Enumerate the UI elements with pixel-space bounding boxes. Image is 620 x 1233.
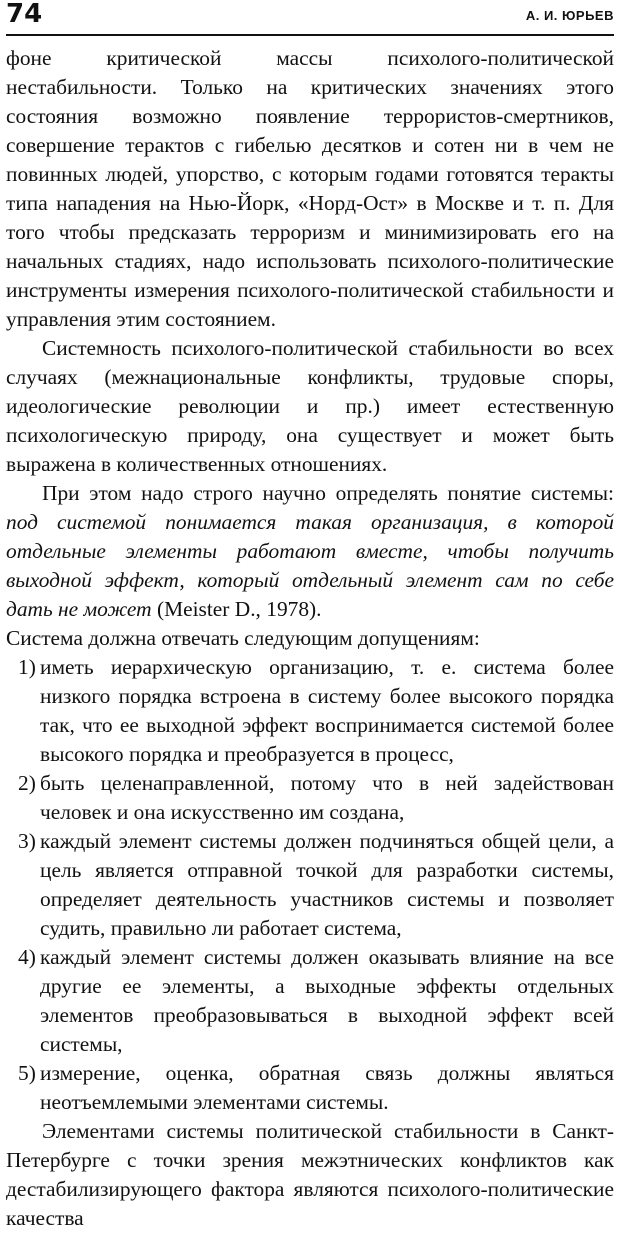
list-item — [6, 943, 614, 1059]
list-item-number: 4) — [18, 945, 36, 969]
list-item — [6, 827, 614, 943]
running-head-author: А. И. ЮРЬЕВ — [525, 8, 614, 23]
list-item-number: 1) — [18, 655, 36, 679]
definition-citation: (Meister D., 1978). — [151, 597, 322, 621]
list-item-text: иметь иерархическую организацию, т. е. система более низкого порядка встроена в систему более высокого порядка так, что ее выходной эффект воспринимается системой более высокого порядка и преобразуется в процесс, — [40, 655, 614, 766]
list-item-number: 5) — [18, 1061, 36, 1085]
list-item-text: измерение, оценка, обратная связь должны являться неотъемлемыми элементами системы. — [40, 1061, 614, 1114]
list-item-text: каждый элемент системы должен подчиняться общей цели, а цель является отправной точкой для разработки системы, определяет деятельность участников системы и позволяет судить, правильно ли работает система, — [40, 829, 614, 940]
paragraph-requirements-intro: Система должна отвечать следующим допущениям: — [6, 626, 480, 650]
paragraph-stability-elements: Элементами системы политической стабильности в Санкт-Петербурге с точки зрения межэтнических конфликтов как дестабилизирующего фактора являются психолого-политические качества — [6, 1119, 614, 1230]
requirements-list — [6, 653, 614, 1117]
page-number: 74 — [6, 0, 43, 29]
list-item-number: 2) — [18, 771, 36, 795]
definition-italic: под системой понимается такая организация, в которой отдельные элементы работают вместе, чтобы получить выходной эффект, который отдельный элемент сам по себе дать не может — [6, 510, 614, 621]
paragraph-systemness: Системность психолого-политической стабильности во всех случаях (межнациональные конфликты, трудовые споры, идеологические революции и пр.) имеет естественную психологическую природу, она существует и может быть выражена в количественных отношениях. — [6, 336, 614, 476]
page-body — [6, 44, 614, 1233]
paragraph-continued: фоне критической массы психолого-политической нестабильности. Только на критических значениях этого состояния возможно появление террористов-смертников, совершение терактов с гибелью десятков и сотен ни в чем не повинных людей, упорство, с которым годами готовятся теракты типа нападения на Нью-Йорк, «Норд-Ост» в Москве и т. п. Для того чтобы предсказать терроризм и минимизировать его на начальных стадиях, надо использовать психолого-политические инструменты измерения психолого-политической стабильности и управления этим состоянием. — [6, 46, 614, 331]
list-item-number: 3) — [18, 829, 36, 853]
list-item — [6, 1059, 614, 1117]
list-item-text: каждый элемент системы должен оказывать влияние на все другие ее элементы, а выходные эффекты отдельных элементов преобразовываться в выходной эффект всей системы, — [40, 945, 614, 1056]
page-header — [6, 0, 614, 36]
definition-lead: При этом надо строго научно определять понятие системы: — [42, 481, 614, 505]
list-item — [6, 653, 614, 769]
list-item — [6, 769, 614, 827]
paragraph-system-definition — [6, 479, 614, 624]
list-item-text: быть целенаправленной, потому что в ней задействован человек и она искусственно им создана, — [40, 771, 614, 824]
